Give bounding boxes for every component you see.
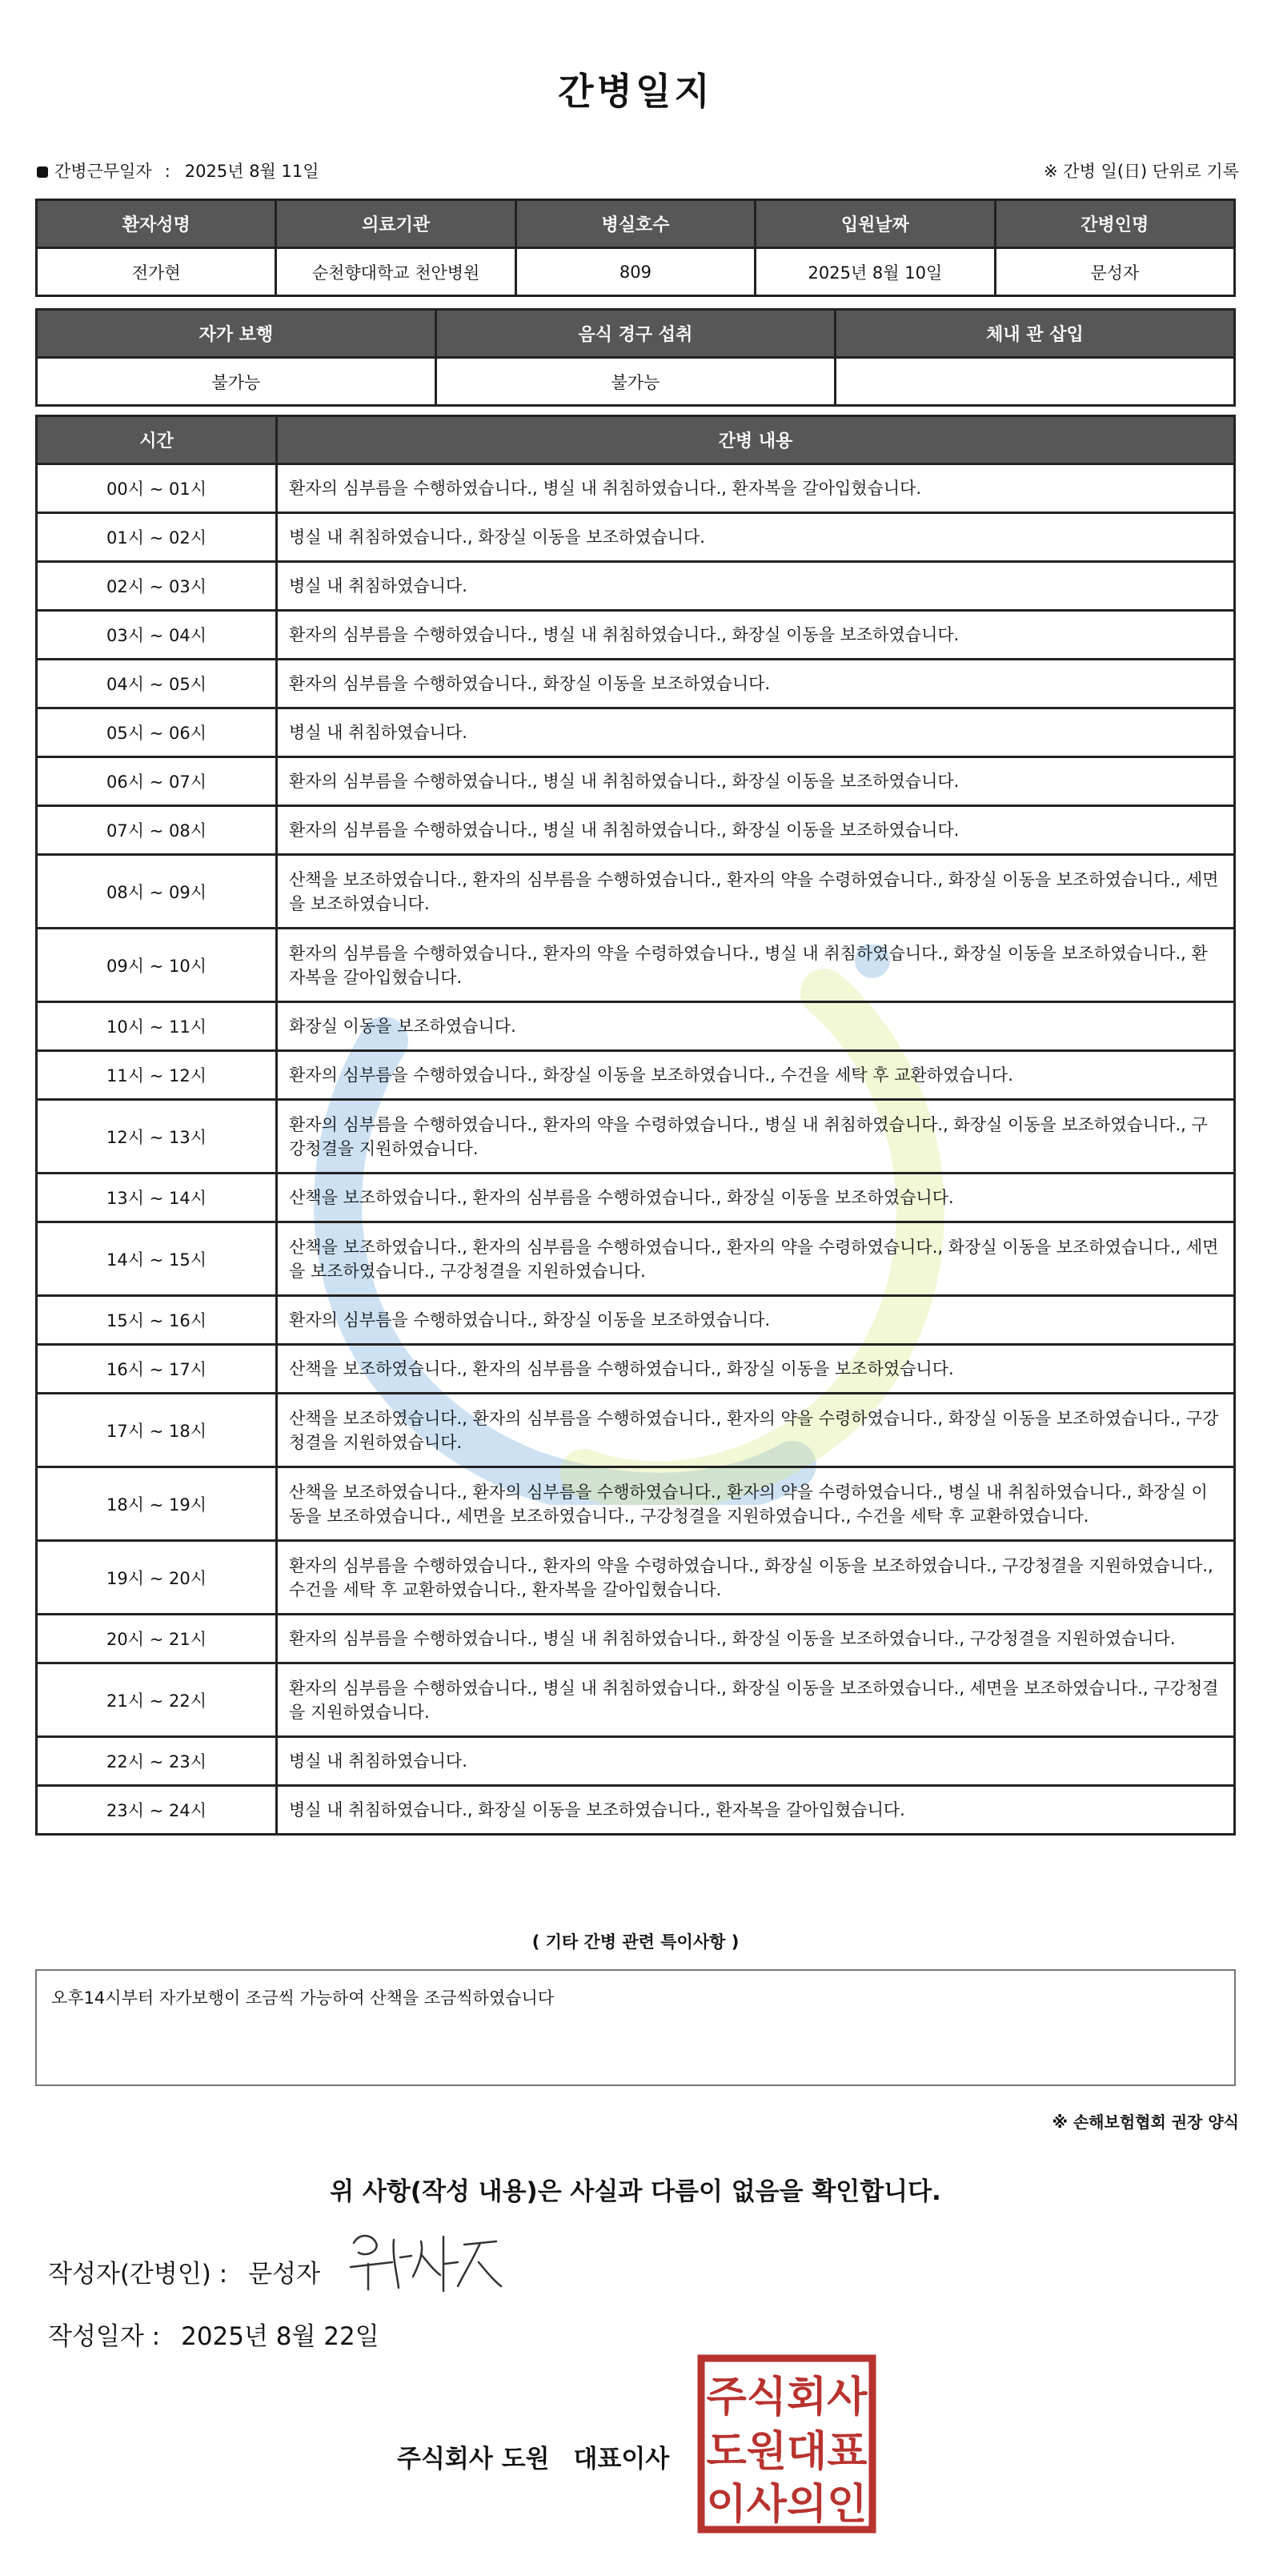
patient-name: 전가현	[37, 248, 276, 296]
handwritten-signature	[344, 2225, 504, 2297]
info-header: 병실호수	[515, 200, 755, 248]
log-content: 환자의 심부름을 수행하였습니다., 병실 내 취침하였습니다., 환자복을 갈아입혔습니다.	[277, 464, 1235, 513]
log-row	[37, 1002, 1235, 1051]
log-row	[37, 1051, 1235, 1100]
company-seal	[696, 2353, 877, 2534]
work-date-separator: :	[164, 162, 170, 181]
log-row	[37, 708, 1235, 757]
seal-line-2: 도원대표	[706, 2428, 868, 2476]
log-time: 07시 ~ 08시	[37, 806, 277, 855]
log-content: 병실 내 취침하였습니다.	[277, 562, 1235, 611]
extra-notes-text: 오후14시부터 자가보행이 조금씩 가능하여 산책을 조금씩하였습니다	[51, 1988, 555, 2008]
confirmation-statement: 위 사항(작성 내용)은 사실과 다름이 없음을 확인합니다.	[330, 2177, 941, 2206]
extra-notes-title: ( 기타 간병 관련 특이사항 )	[531, 1932, 740, 1952]
tube-insertion-status	[835, 358, 1234, 406]
log-content: 산책을 보조하였습니다., 환자의 심부름을 수행하였습니다., 환자의 약을 수령하였습니다., 병실 내 취침하였습니다., 화장실 이동을 보조하였습니다., 세면을 보조하였습니다., 구강청결을 지원하였습니다., 수건을 세탁 후 교환하였습니다.	[277, 1467, 1235, 1541]
log-time: 16시 ~ 17시	[37, 1345, 277, 1394]
log-time: 05시 ~ 06시	[37, 708, 277, 757]
log-row	[37, 464, 1235, 513]
work-date-value: 2025년 8월 11일	[184, 162, 319, 181]
log-content: 환자의 심부름을 수행하였습니다., 화장실 이동을 보조하였습니다.	[277, 660, 1235, 708]
log-content: 병실 내 취침하였습니다., 화장실 이동을 보조하였습니다., 환자복을 갈아입혔습니다.	[277, 1786, 1235, 1835]
log-time: 01시 ~ 02시	[37, 513, 277, 562]
log-row	[37, 1345, 1235, 1394]
log-content: 환자의 심부름을 수행하였습니다., 병실 내 취침하였습니다., 화장실 이동을 보조하였습니다.	[277, 611, 1235, 660]
care-log-table	[35, 415, 1236, 1836]
log-time: 18시 ~ 19시	[37, 1467, 277, 1541]
log-time: 14시 ~ 15시	[37, 1222, 277, 1296]
company-line	[397, 2438, 669, 2474]
log-row	[37, 1615, 1235, 1663]
page-title: 간병일지	[558, 70, 713, 113]
patient-status-table	[35, 308, 1236, 407]
log-content: 화장실 이동을 보조하였습니다.	[277, 1002, 1235, 1051]
extra-notes-box	[35, 1969, 1236, 2086]
log-content: 산책을 보조하였습니다., 환자의 심부름을 수행하였습니다., 환자의 약을 수령하였습니다., 화장실 이동을 보조하였습니다., 구강청결을 지원하였습니다.	[277, 1394, 1235, 1467]
log-header-content: 간병 내용	[277, 416, 1235, 464]
log-time: 22시 ~ 23시	[37, 1737, 277, 1786]
info-header: 의료기관	[276, 200, 515, 248]
log-row	[37, 1467, 1235, 1541]
info-header: 간병인명	[995, 200, 1234, 248]
hospital-name: 순천향대학교 천안병원	[276, 248, 515, 296]
write-date-value: 2025년 8월 22일	[181, 2322, 379, 2351]
log-row	[37, 1394, 1235, 1467]
log-time: 04시 ~ 05시	[37, 660, 277, 708]
log-time: 02시 ~ 03시	[37, 562, 277, 611]
log-time: 11시 ~ 12시	[37, 1051, 277, 1100]
log-content: 병실 내 취침하였습니다.	[277, 1737, 1235, 1786]
info-header: 환자성명	[37, 200, 276, 248]
log-row	[37, 562, 1235, 611]
care-log-body	[37, 464, 1235, 1835]
log-time: 20시 ~ 21시	[37, 1615, 277, 1663]
log-content: 산책을 보조하였습니다., 환자의 심부름을 수행하였습니다., 화장실 이동을 보조하였습니다.	[277, 1345, 1235, 1394]
writer-label: 작성자(간병인) :	[48, 2260, 228, 2289]
write-date-line	[48, 2316, 379, 2352]
log-time: 15시 ~ 16시	[37, 1296, 277, 1345]
log-time: 21시 ~ 22시	[37, 1663, 277, 1737]
log-time: 09시 ~ 10시	[37, 929, 277, 1002]
log-row	[37, 1737, 1235, 1786]
company-name: 주식회사 도원	[397, 2445, 550, 2474]
log-row	[37, 1541, 1235, 1615]
log-content: 환자의 심부름을 수행하였습니다., 화장실 이동을 보조하였습니다.	[277, 1296, 1235, 1345]
log-time: 23시 ~ 24시	[37, 1786, 277, 1835]
writer-name: 문성자	[248, 2260, 321, 2289]
log-content: 산책을 보조하였습니다., 환자의 심부름을 수행하였습니다., 화장실 이동을 보조하였습니다.	[277, 1174, 1235, 1222]
room-number: 809	[515, 248, 755, 296]
log-row	[37, 611, 1235, 660]
log-row	[37, 1296, 1235, 1345]
log-time: 08시 ~ 09시	[37, 855, 277, 929]
work-date	[37, 158, 319, 183]
status-header: 체내 관 삽입	[835, 310, 1234, 358]
log-content: 환자의 심부름을 수행하였습니다., 화장실 이동을 보조하였습니다., 수건을 세탁 후 교환하였습니다.	[277, 1051, 1235, 1100]
log-time: 19시 ~ 20시	[37, 1541, 277, 1615]
log-content: 환자의 심부름을 수행하였습니다., 병실 내 취침하였습니다., 화장실 이동을 보조하였습니다., 세면을 보조하였습니다., 구강청결을 지원하였습니다.	[277, 1663, 1235, 1737]
log-content: 환자의 심부름을 수행하였습니다., 병실 내 취침하였습니다., 화장실 이동을 보조하였습니다., 구강청결을 지원하였습니다.	[277, 1615, 1235, 1663]
company-representative-title: 대표이사	[573, 2445, 670, 2474]
log-time: 06시 ~ 07시	[37, 757, 277, 806]
log-row	[37, 757, 1235, 806]
log-content: 환자의 심부름을 수행하였습니다., 환자의 약을 수령하였습니다., 병실 내 취침하였습니다., 화장실 이동을 보조하였습니다., 환자복을 갈아입혔습니다.	[277, 929, 1235, 1002]
log-row	[37, 855, 1235, 929]
admission-date: 2025년 8월 10일	[756, 248, 995, 296]
log-time: 03시 ~ 04시	[37, 611, 277, 660]
seal-line-1: 주식회사	[706, 2373, 868, 2422]
seal-line-3: 이사의인	[706, 2481, 868, 2529]
bullet-square-icon	[37, 167, 48, 178]
status-header: 음식 경구 섭취	[435, 310, 835, 358]
log-row	[37, 1663, 1235, 1737]
patient-info-table	[35, 199, 1236, 297]
log-row	[37, 660, 1235, 708]
oral-intake-status: 불가능	[435, 358, 835, 406]
status-header: 자가 보행	[37, 310, 436, 358]
log-time: 12시 ~ 13시	[37, 1100, 277, 1174]
unit-note: ※ 간병 일(日) 단위로 기록	[1044, 162, 1239, 181]
log-row	[37, 1786, 1235, 1835]
write-date-label: 작성일자 :	[48, 2322, 161, 2351]
log-content: 산책을 보조하였습니다., 환자의 심부름을 수행하였습니다., 환자의 약을 수령하였습니다., 화장실 이동을 보조하였습니다., 세면을 보조하였습니다., 구강청결을 지원하였습니다.	[277, 1222, 1235, 1296]
log-time: 13시 ~ 14시	[37, 1174, 277, 1222]
log-content: 환자의 심부름을 수행하였습니다., 병실 내 취침하였습니다., 화장실 이동을 보조하였습니다.	[277, 806, 1235, 855]
log-content: 병실 내 취침하였습니다.	[277, 708, 1235, 757]
caregiver-name: 문성자	[995, 248, 1234, 296]
log-header-time: 시간	[37, 416, 277, 464]
log-content: 환자의 심부름을 수행하였습니다., 환자의 약을 수령하였습니다., 화장실 이동을 보조하였습니다., 구강청결을 지원하였습니다., 수건을 세탁 후 교환하였습니다., 환자복을 갈아입혔습니다.	[277, 1541, 1235, 1615]
form-footnote: ※ 손해보험협회 권장 양식	[1052, 2113, 1239, 2132]
log-content: 병실 내 취침하였습니다., 화장실 이동을 보조하였습니다.	[277, 513, 1235, 562]
log-time: 00시 ~ 01시	[37, 464, 277, 513]
log-row	[37, 1222, 1235, 1296]
walking-status: 불가능	[37, 358, 436, 406]
info-header: 입원날짜	[756, 200, 995, 248]
log-content: 산책을 보조하였습니다., 환자의 심부름을 수행하였습니다., 환자의 약을 수령하였습니다., 화장실 이동을 보조하였습니다., 세면을 보조하였습니다.	[277, 855, 1235, 929]
work-date-label: 간병근무일자	[54, 162, 152, 181]
log-row	[37, 929, 1235, 1002]
log-row	[37, 1174, 1235, 1222]
writer-line	[48, 2253, 320, 2289]
log-time: 10시 ~ 11시	[37, 1002, 277, 1051]
log-content: 환자의 심부름을 수행하였습니다., 병실 내 취침하였습니다., 화장실 이동을 보조하였습니다.	[277, 757, 1235, 806]
log-row	[37, 1100, 1235, 1174]
log-content: 환자의 심부름을 수행하였습니다., 환자의 약을 수령하였습니다., 병실 내 취침하였습니다., 화장실 이동을 보조하였습니다., 구강청결을 지원하였습니다.	[277, 1100, 1235, 1174]
log-row	[37, 513, 1235, 562]
log-time: 17시 ~ 18시	[37, 1394, 277, 1467]
log-row	[37, 806, 1235, 855]
